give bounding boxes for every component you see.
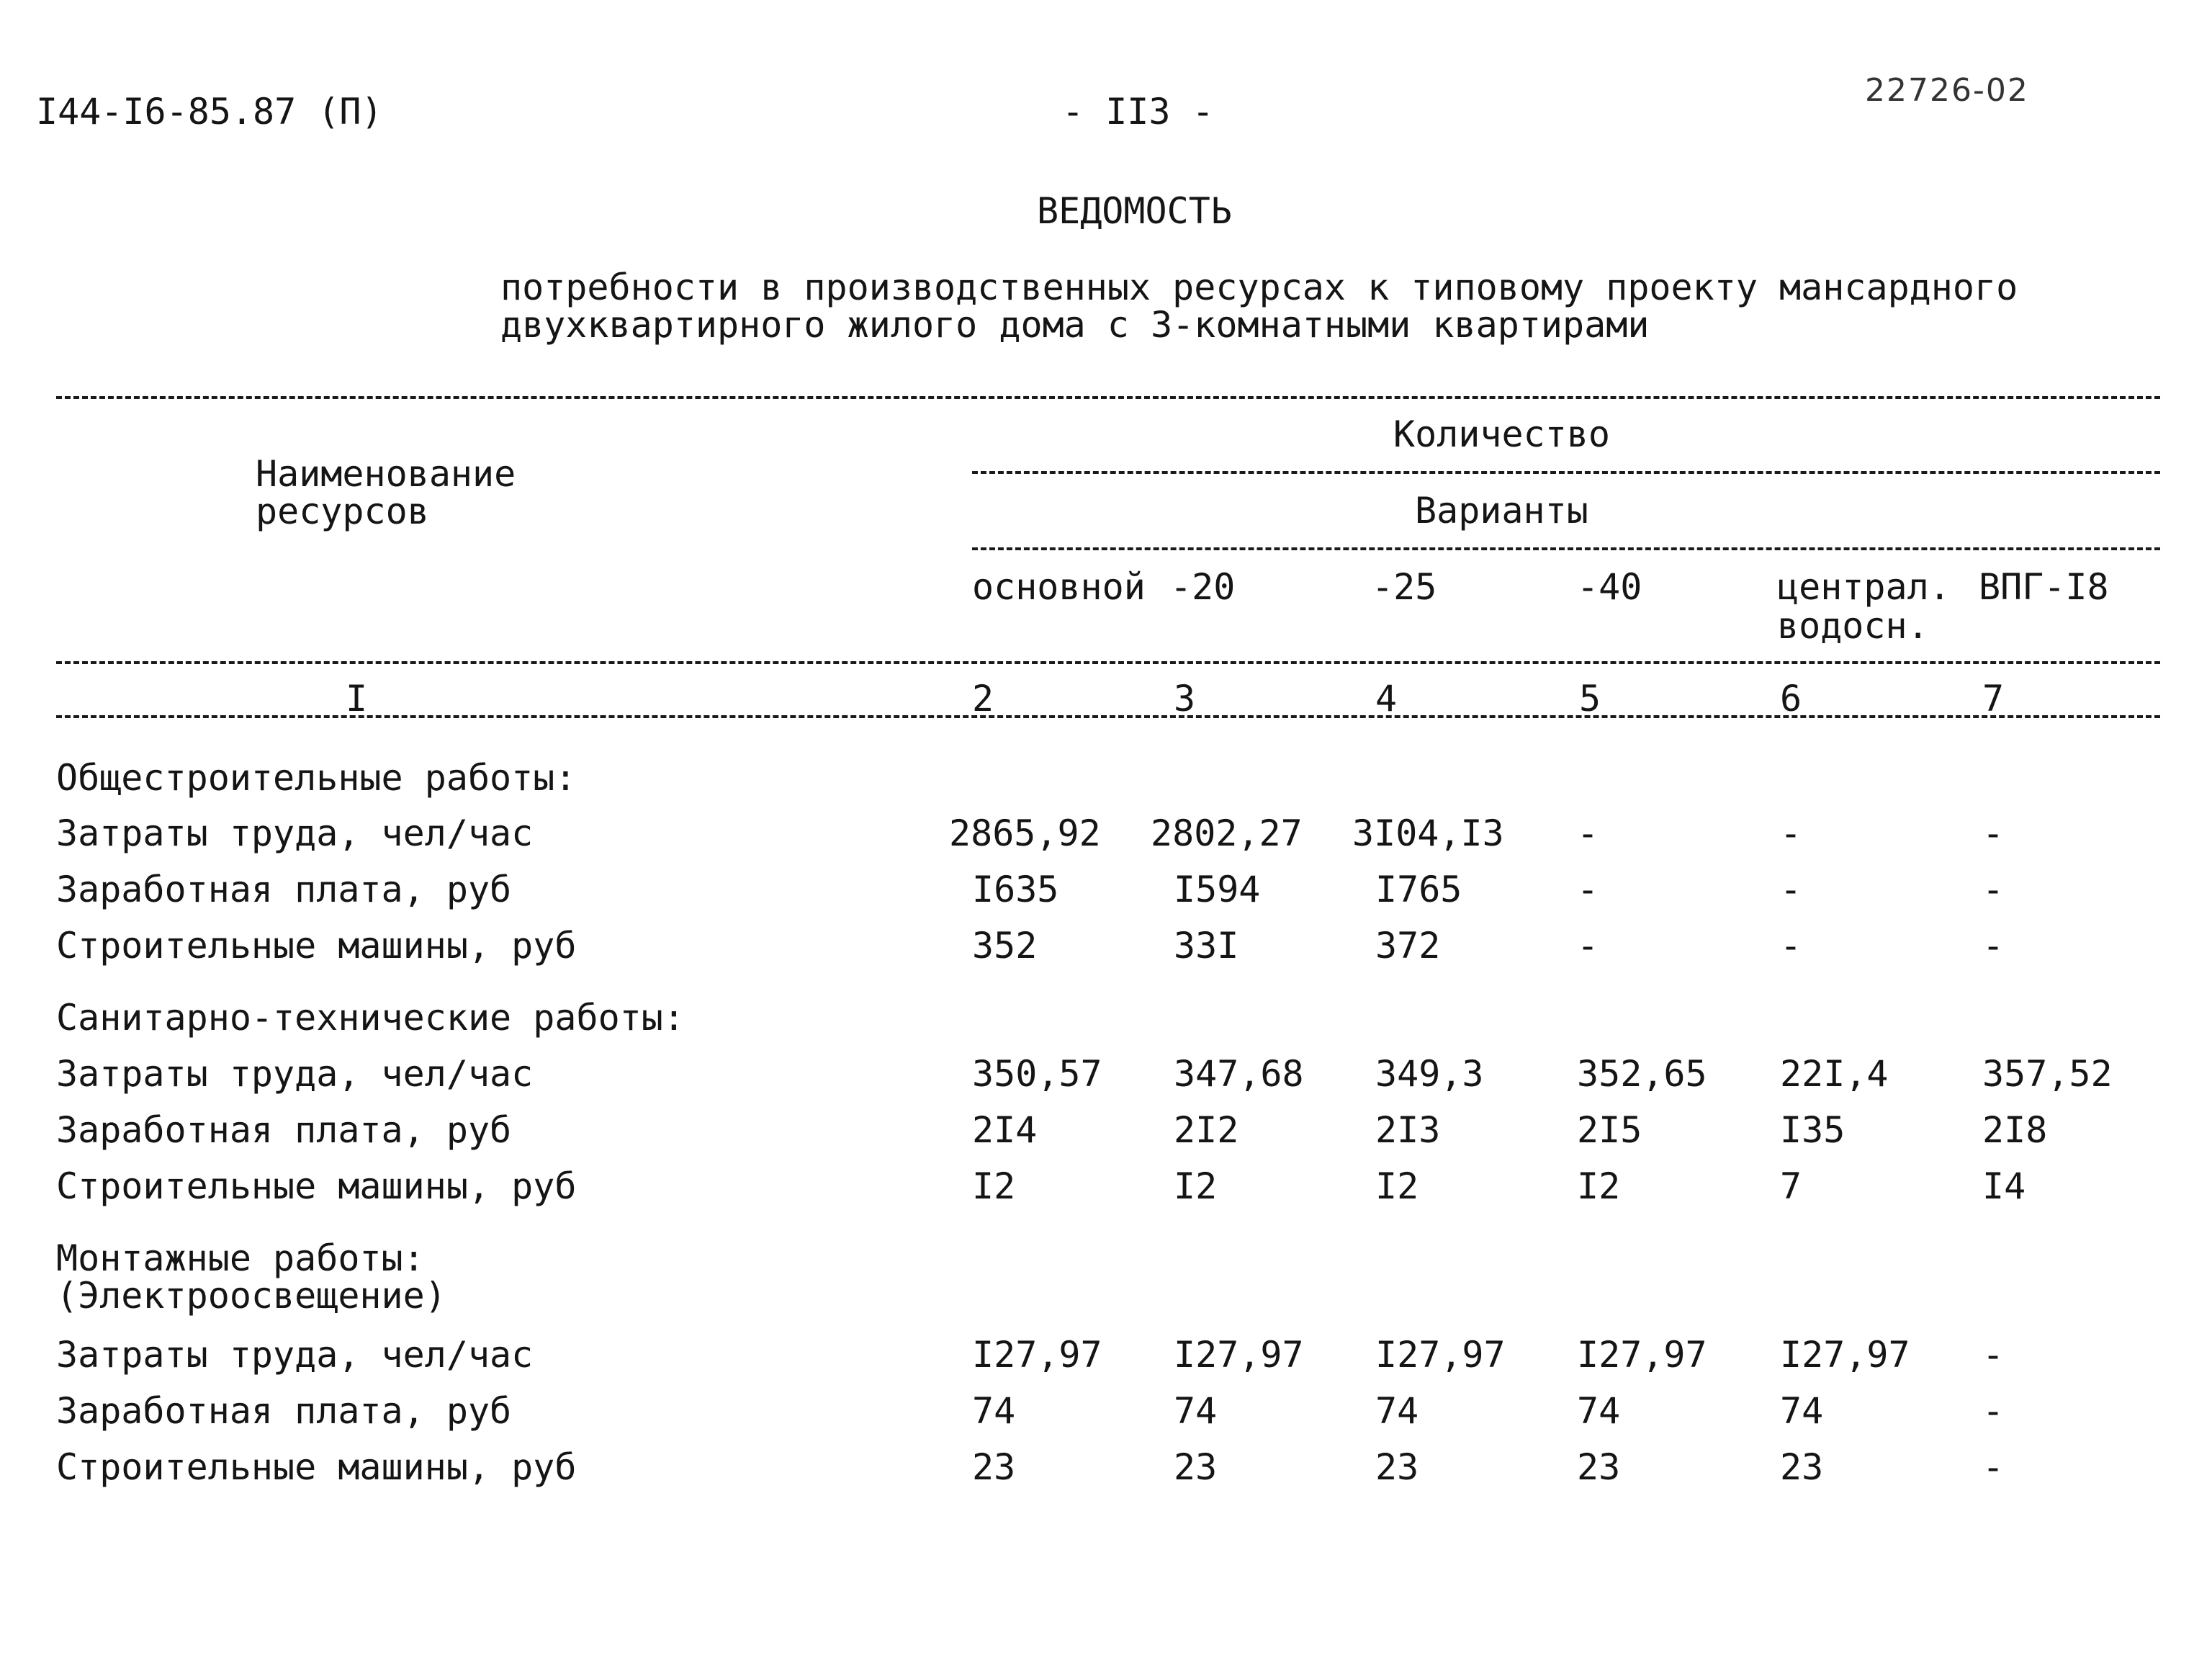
row-label: Строительные машины, руб xyxy=(56,1165,577,1207)
table-cell: 2802,27 xyxy=(1151,812,1303,854)
table-cell: - xyxy=(1982,1446,2005,1488)
table-cell: I27,97 xyxy=(1780,1334,1910,1376)
table-cell: I27,97 xyxy=(1375,1334,1506,1376)
table-cell: 74 xyxy=(1577,1390,1621,1432)
document-title: ВЕДОМОСТЬ xyxy=(1037,190,1232,232)
row-label: Строительные машины, руб xyxy=(56,1446,577,1488)
variant-col-20: -20 xyxy=(1170,566,1236,608)
handwritten-number: 22726-02 xyxy=(1865,72,2029,109)
quantity-header: Количество xyxy=(1393,413,1611,455)
table-cell: 74 xyxy=(1375,1390,1419,1432)
quantity-rule xyxy=(972,471,2160,474)
table-cell: 357,52 xyxy=(1982,1053,2113,1095)
section-subtitle-electric-lighting: (Электроосвещение) xyxy=(56,1275,446,1317)
variant-col-25: -25 xyxy=(1372,566,1437,608)
table-cell: 352,65 xyxy=(1577,1053,1707,1095)
column-number: 2 xyxy=(972,678,994,720)
table-cell: I27,97 xyxy=(1577,1334,1707,1376)
table-cell: 349,3 xyxy=(1375,1053,1484,1095)
table-cell: 7 xyxy=(1780,1165,1802,1207)
variant-col-vpg: ВПГ-I8 xyxy=(1979,566,2109,608)
row-label: Затраты труда, чел/час xyxy=(56,1053,534,1095)
table-cell: - xyxy=(1780,869,1802,910)
table-cell: - xyxy=(1982,812,2005,854)
table-cell: I4 xyxy=(1982,1165,2026,1207)
table-cell: I2 xyxy=(1577,1165,1621,1207)
header-bottom-rule xyxy=(56,661,2160,664)
table-cell: 2I2 xyxy=(1174,1109,1239,1151)
table-top-rule xyxy=(56,396,2160,399)
table-cell: - xyxy=(1577,812,1599,854)
table-cell: I35 xyxy=(1780,1109,1845,1151)
table-cell: - xyxy=(1982,869,2005,910)
table-cell: I2 xyxy=(972,1165,1016,1207)
table-cell: - xyxy=(1780,925,1802,967)
table-cell: 350,57 xyxy=(972,1053,1102,1095)
variant-col-central-line-2: водосн. xyxy=(1777,605,1929,647)
table-cell: I2 xyxy=(1375,1165,1419,1207)
subtitle-line-2: двухквартирного жилого дома с 3-комнатными квартирами xyxy=(500,304,1650,346)
section-title-sanitary-engineering: Санитарно-технические работы: xyxy=(56,997,685,1039)
table-cell: 372 xyxy=(1375,925,1441,967)
section-title-general-construction: Общестроительные работы: xyxy=(56,757,577,799)
row-label: Затраты труда, чел/час xyxy=(56,1334,534,1376)
table-cell: 74 xyxy=(1780,1390,1824,1432)
table-cell: I27,97 xyxy=(1174,1334,1304,1376)
table-cell: - xyxy=(1982,925,2005,967)
table-cell: 3I04,I3 xyxy=(1352,812,1504,854)
variants-header: Варианты xyxy=(1415,490,1588,532)
row-label: Заработная плата, руб xyxy=(56,1109,512,1151)
table-cell: - xyxy=(1780,812,1802,854)
table-cell: - xyxy=(1577,869,1599,910)
column-number: 5 xyxy=(1579,678,1601,720)
table-cell: 2I5 xyxy=(1577,1109,1642,1151)
table-cell: 74 xyxy=(1174,1390,1218,1432)
column-number: I xyxy=(346,678,368,720)
table-cell: - xyxy=(1577,925,1599,967)
table-cell: 23 xyxy=(1780,1446,1824,1488)
row-label: Строительные машины, руб xyxy=(56,925,577,967)
table-cell: 23 xyxy=(1375,1446,1419,1488)
variant-col-main: основной xyxy=(972,566,1146,608)
table-cell: - xyxy=(1982,1390,2005,1432)
row-label: Заработная плата, руб xyxy=(56,1390,512,1432)
table-cell: 33I xyxy=(1174,925,1239,967)
subtitle-line-1: потребности в производственных ресурсах к типовому проекту мансардного xyxy=(500,266,2018,308)
variant-col-central: централ. xyxy=(1777,566,1951,608)
page-number: - II3 - xyxy=(1062,91,1214,133)
table-cell: 2865,92 xyxy=(949,812,1101,854)
table-cell: 23 xyxy=(972,1446,1016,1488)
row-label: Затраты труда, чел/час xyxy=(56,812,534,854)
column-number: 3 xyxy=(1174,678,1196,720)
table-cell: I27,97 xyxy=(972,1334,1102,1376)
row-label: Заработная плата, руб xyxy=(56,869,512,910)
document-code: I44-I6-85.87 (П) xyxy=(36,91,383,133)
table-cell: 22I,4 xyxy=(1780,1053,1889,1095)
table-cell: I2 xyxy=(1174,1165,1218,1207)
variants-rule xyxy=(972,547,2160,550)
table-cell: 23 xyxy=(1577,1446,1621,1488)
table-cell: 2I8 xyxy=(1982,1109,2048,1151)
resource-name-header-line-2: ресурсов xyxy=(256,490,429,532)
table-cell: 2I4 xyxy=(972,1109,1038,1151)
section-title-installation: Монтажные работы: xyxy=(56,1237,425,1279)
table-cell: 74 xyxy=(972,1390,1016,1432)
column-numbers-rule xyxy=(56,715,2160,718)
column-number: 7 xyxy=(1982,678,2005,720)
table-cell: 2I3 xyxy=(1375,1109,1441,1151)
table-cell: 352 xyxy=(972,925,1038,967)
table-cell: I635 xyxy=(972,869,1059,910)
table-cell: I594 xyxy=(1174,869,1261,910)
resource-name-header-line-1: Наименование xyxy=(256,453,516,495)
column-number: 4 xyxy=(1375,678,1398,720)
column-number: 6 xyxy=(1780,678,1802,720)
table-cell: - xyxy=(1982,1334,2005,1376)
table-cell: I765 xyxy=(1375,869,1462,910)
variant-col-40: -40 xyxy=(1577,566,1642,608)
table-cell: 23 xyxy=(1174,1446,1218,1488)
table-cell: 347,68 xyxy=(1174,1053,1304,1095)
